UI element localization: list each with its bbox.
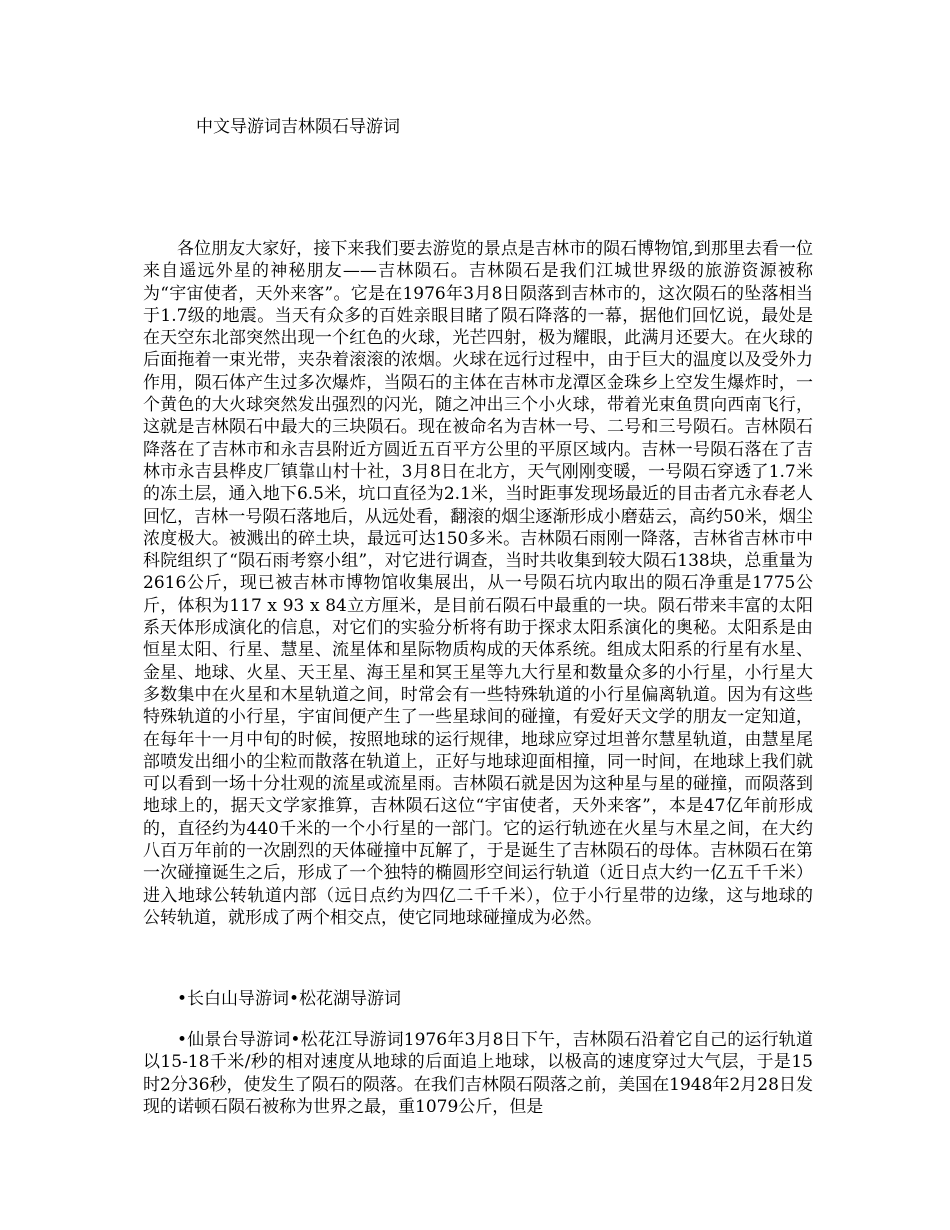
body-paragraph-meteorite-intro: 各位朋友大家好，接下来我们要去游览的景点是吉林市的陨石博物馆,到那里去看一位来自遥远外星的神秘朋友——吉林陨石。吉林陨石是我们江城世界级的旅游资源被称为“宇宙使者，天外来客”。它是在1976年3月8日陨落到吉林市的，这次陨石的坠落相当于1.7级的地震。当天有众多的百姓亲眼目睹了陨石降落的一幕，据他们回忆说，最处是在天空东北部突然出现一个红色的火球，光芒四射，极为耀眼，此满月还要大。在火球的后面拖着一束光带，夹杂着滚滚的浓烟。火球在远行过程中，由于巨大的温度以及受外力作用，陨石体产生过多次爆炸，当陨石的主体在吉林市龙潭区金珠乡上空发生爆炸时，一个黄色的大火球突然发出强烈的闪光，随之冲出三个小火球，带着光束鱼贯向西南飞行，这就是吉林陨石中最大的三块陨石。现在被命名为吉林一号、二号和三号陨石。吉林陨石降落在了吉林市和永吉县附近方圆近五百平方公里的平原区域内。吉林一号陨石落在了吉林市永吉县桦皮厂镇靠山村十社，3月8日在北方，天气刚刚变暖，一号陨石穿透了1.7米的冻土层，通入地下6.5米，坑口直径为2.1米，当时距事发现场最近的目击者亢永春老人回忆，吉林一号陨石落地后，从远处看，翻滚的烟尘逐渐形成小磨菇云，高约50米，烟尘浓度极大。被溅出的碎土块，最远可达150多米。吉林陨石雨刚一降落，吉林省吉林市中科院组织了“陨石雨考察小组”，对它进行调查，当时共收集到较大陨石138块，总重量为2616公斤，现已被吉林市博物馆收集展出，从一号陨石坑内取出的陨石净重是1775公斤，体积为117 x 93 x 84立方厘米，是目前石陨石中最重的一块。陨石带来丰富的太阳系天体形成演化的信息，对它们的实验分析将有助于探求太阳系演化的奥秘。太阳系是由恒星太阳、行星、慧星、流星体和星际物质构成的天体系统。组成太阳系的行星有水星、金星、地球、火星、天王星、海王星和冥王星等九大行星和数量众多的小行星，小行星大多数集中在火星和木星轨道之间，时常会有一些特殊轨道的小行星偏离轨道。因为有这些特殊轨道的小行星，宇宙间便产生了一些星球间的碰撞，有爱好天文学的朋友一定知道，在每年十一月中旬的时候，按照地球的运行规律，地球应穿过坦普尔慧星轨道，由慧星尾部喷发出细小的尘粒而散落在轨道上，正好与地球迎面相撞，同一时间，在地球上我们就可以看到一场十分壮观的流星或流星雨。吉林陨石就是因为这种星与星的碰撞，而陨落到地球上的，据天文学家推算，吉林陨石这位“宇宙使者，天外来客”，本是47亿年前形成的，直径约为440千米的一个小行星的一部门。它的运行轨迹在火星与木星之间，在大约八百万年前的一次剧烈的天体碰撞中瓦解了，于是诞生了吉林陨石的母体。吉林陨石在第一次碰撞诞生之后，形成了一个独特的椭圆形空间运行轨道（近日点大约一亿五千千米）进入地球公转轨道内部（远日点约为四亿二千千米），位于小行星带的边缘，这与地球的公转轨道，就形成了两个相交点，使它同地球碰撞成为必然。: [143, 239, 813, 928]
body-paragraph-meteorite-fall: •仙景台导游词•松花江导游词1976年3月8日下午，吉林陨石沿着它自己的运行轨道以15-18千米/秒的相对速度从地球的后面追上地球，以极高的速度穿过大气层，于是15时2分36秒，使发生了陨石的陨落。在我们吉林陨石陨落之前，美国在1948年2月28日发现的诺顿石陨石被称为世界之最，重1079公斤，但是: [143, 1030, 813, 1117]
related-links-line-1: •长白山导游词•松花湖导游词: [177, 989, 402, 1009]
document-title: 中文导游词吉林陨石导游词: [196, 117, 400, 137]
